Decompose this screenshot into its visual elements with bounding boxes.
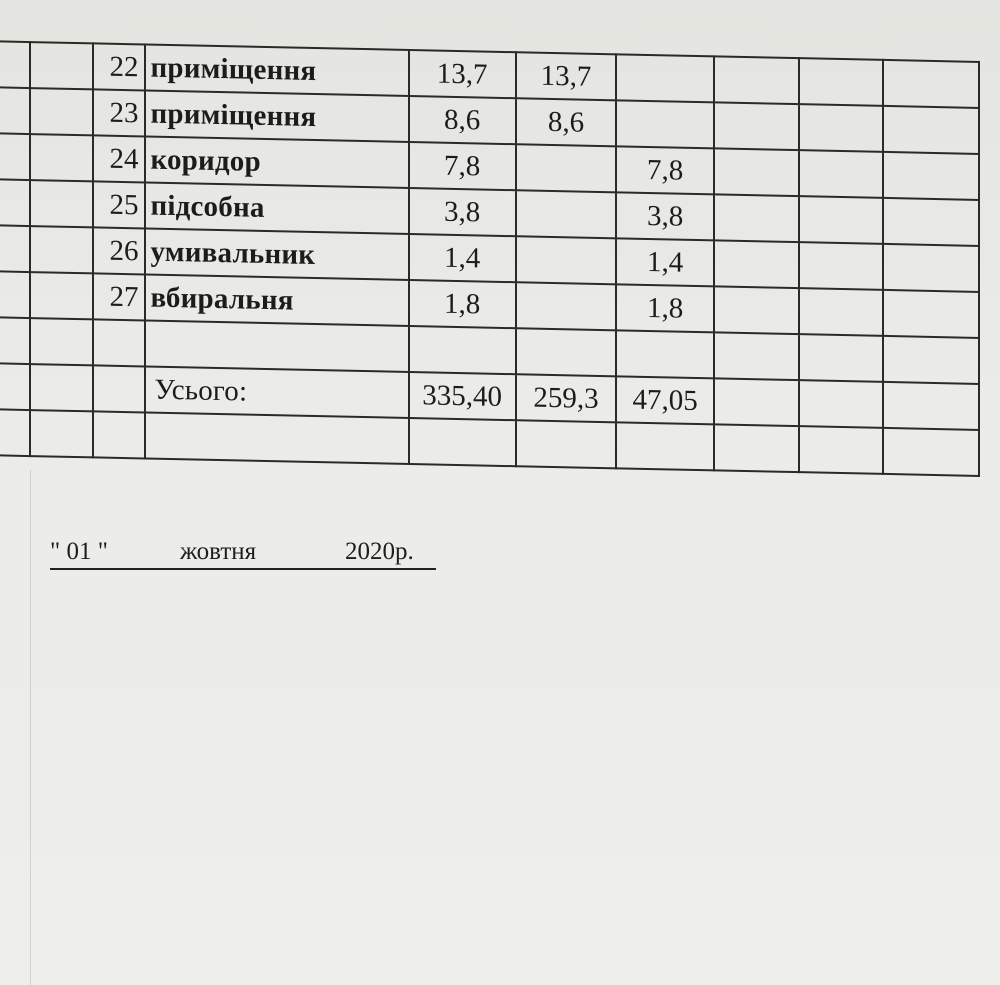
room-name: коридор xyxy=(145,136,408,188)
aux-area xyxy=(616,100,714,148)
aux-area: 7,8 xyxy=(616,146,714,194)
empty-cell xyxy=(799,380,884,428)
room-name: вбиральня xyxy=(145,274,408,326)
empty-cell xyxy=(516,420,617,468)
total-area: 7,8 xyxy=(409,142,516,190)
empty-cell xyxy=(883,198,979,246)
total-area: 8,6 xyxy=(409,96,516,144)
empty-cell xyxy=(714,332,799,380)
empty-cell xyxy=(714,424,799,472)
page-edge-shadow xyxy=(30,470,31,985)
empty-cell xyxy=(883,428,979,476)
empty-cell xyxy=(799,334,884,382)
main-area xyxy=(516,144,617,192)
empty-cell xyxy=(883,152,979,200)
empty-cell xyxy=(30,134,93,181)
empty-cell xyxy=(714,102,799,150)
empty-cell xyxy=(799,196,884,244)
totals-body xyxy=(0,363,979,476)
empty-cell xyxy=(30,410,93,457)
totals-aux-area: 47,05 xyxy=(616,376,714,424)
date-month: жовтня xyxy=(180,538,257,565)
main-area: 8,6 xyxy=(516,98,617,146)
row-number: 26 xyxy=(93,227,146,274)
empty-cell xyxy=(799,58,884,106)
total-area xyxy=(409,326,516,374)
room-name: приміщення xyxy=(145,90,408,142)
empty-cell xyxy=(799,150,884,198)
row-number xyxy=(93,319,146,366)
total-area: 1,8 xyxy=(409,280,516,328)
room-name: підсобна xyxy=(145,182,408,234)
room-name: приміщення xyxy=(145,44,408,96)
main-area xyxy=(516,236,617,284)
row-number: 22 xyxy=(93,43,146,90)
area-table xyxy=(0,40,980,477)
empty-cell xyxy=(0,317,30,364)
date-year: 2020р. xyxy=(345,538,414,565)
empty-cell xyxy=(0,409,30,456)
empty-cell xyxy=(0,87,30,134)
main-area xyxy=(516,282,617,330)
empty-cell xyxy=(0,133,30,180)
empty-cell xyxy=(799,104,884,152)
empty-cell xyxy=(883,290,979,338)
aux-area: 1,8 xyxy=(616,284,714,332)
empty-cell xyxy=(616,422,714,470)
total-area: 1,4 xyxy=(409,234,516,282)
empty-cell xyxy=(145,412,408,464)
empty-cell xyxy=(0,179,30,226)
date-day: " 01 " xyxy=(50,538,108,565)
aux-area xyxy=(616,330,714,378)
empty-cell xyxy=(883,244,979,292)
totals-main-area: 259,3 xyxy=(516,374,617,422)
totals-label: Усього: xyxy=(145,366,408,418)
empty-cell xyxy=(93,411,146,458)
empty-cell xyxy=(0,225,30,272)
empty-cell xyxy=(30,42,93,89)
empty-cell xyxy=(799,288,884,336)
aux-area xyxy=(616,54,714,102)
document-date xyxy=(50,538,436,570)
main-area xyxy=(516,328,617,376)
empty-cell xyxy=(30,88,93,135)
empty-cell xyxy=(714,286,799,334)
empty-cell xyxy=(714,194,799,242)
empty-cell xyxy=(30,272,93,319)
row-number: 25 xyxy=(93,181,146,228)
empty-cell xyxy=(0,41,30,88)
empty-cell xyxy=(714,378,799,426)
empty-cell xyxy=(714,148,799,196)
main-area: 13,7 xyxy=(516,52,617,100)
table-body xyxy=(0,41,979,384)
empty-cell xyxy=(883,60,979,108)
empty-cell xyxy=(0,271,30,318)
empty-cell xyxy=(30,180,93,227)
empty-cell xyxy=(714,240,799,288)
room-name xyxy=(145,320,408,372)
row-number: 27 xyxy=(93,273,146,320)
empty-cell xyxy=(883,382,979,430)
total-area: 3,8 xyxy=(409,188,516,236)
empty-cell xyxy=(883,106,979,154)
empty-cell xyxy=(30,318,93,365)
totals-total-area: 335,40 xyxy=(409,372,516,420)
empty-cell xyxy=(30,364,93,411)
empty-cell xyxy=(93,365,146,412)
row-number: 24 xyxy=(93,135,146,182)
empty-cell xyxy=(714,56,799,104)
row-number: 23 xyxy=(93,89,146,136)
empty-cell xyxy=(883,336,979,384)
room-name: умивальник xyxy=(145,228,408,280)
total-area: 13,7 xyxy=(409,50,516,98)
main-area xyxy=(516,190,617,238)
aux-area: 3,8 xyxy=(616,192,714,240)
empty-cell xyxy=(30,226,93,273)
empty-cell xyxy=(799,242,884,290)
empty-cell xyxy=(409,418,516,466)
empty-cell xyxy=(799,426,884,474)
empty-cell xyxy=(0,363,30,410)
aux-area: 1,4 xyxy=(616,238,714,286)
